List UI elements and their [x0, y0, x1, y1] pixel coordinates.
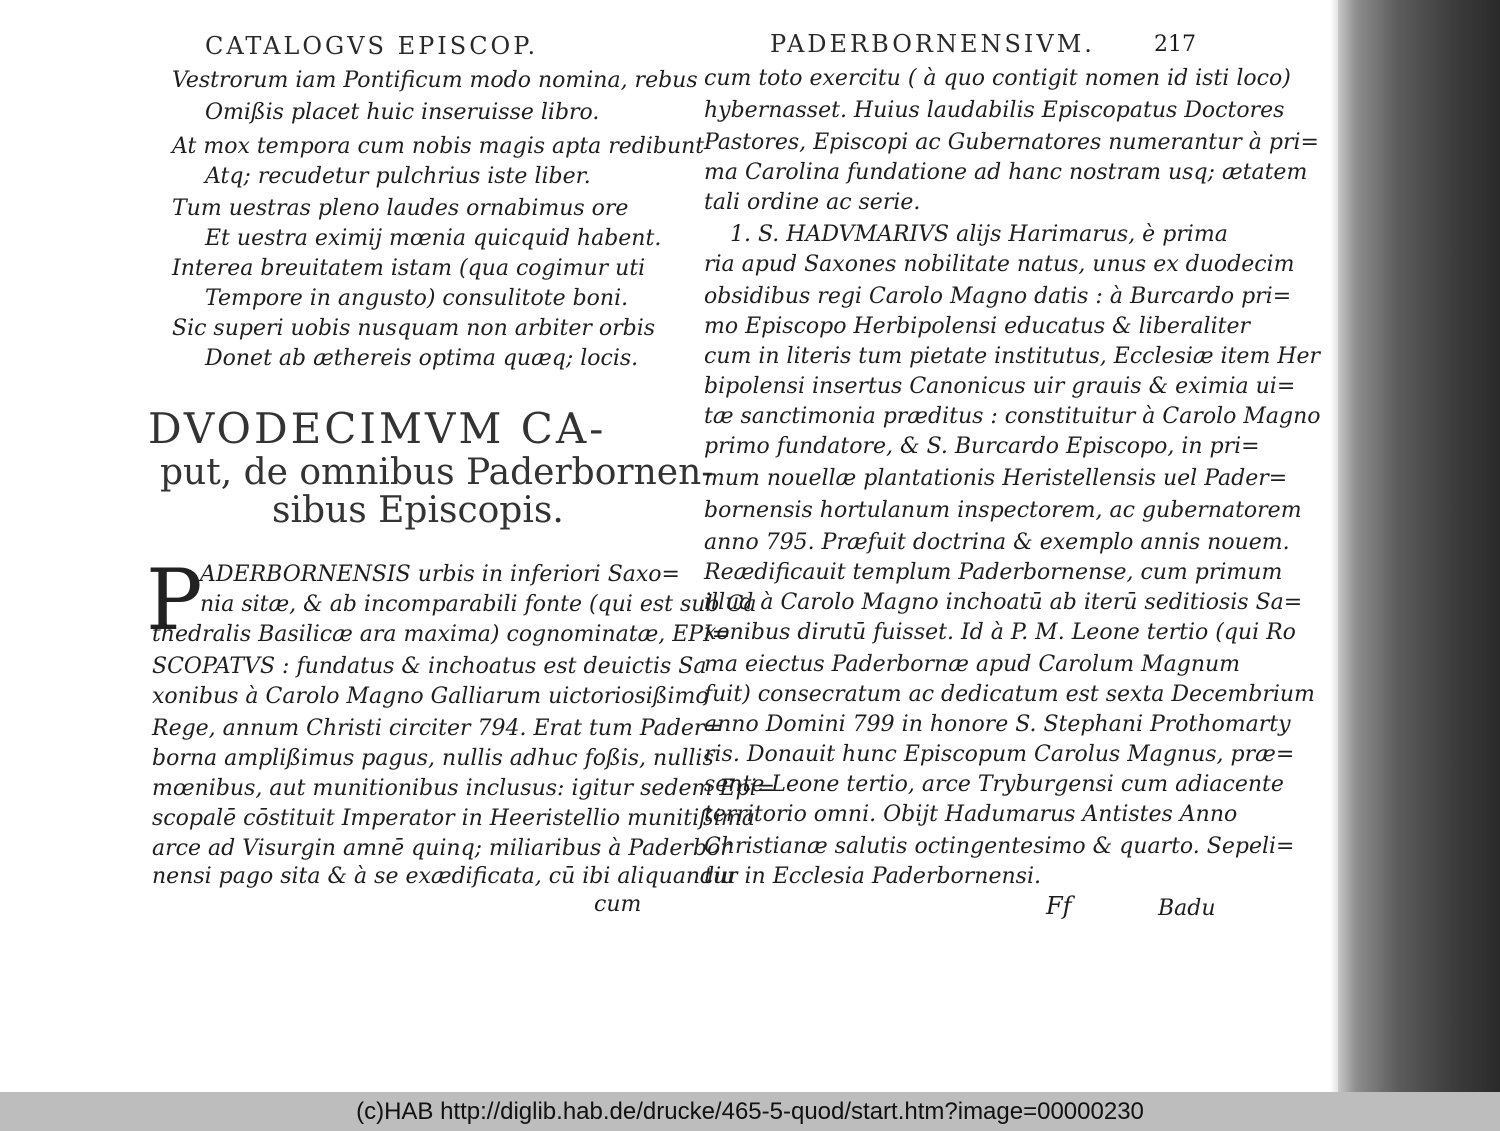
- body-line: Pastores, Episcopi ac Gubernatores numerantur à pri=: [704, 130, 1319, 155]
- drop-cap: P: [146, 551, 203, 649]
- chapter-title-line: DVODECIMVM CA-: [148, 404, 607, 453]
- verse-line: Donet ab æthereis optima quæq; locis.: [205, 346, 639, 371]
- body-line: SCOPATVS : fundatus & inchoatus est deuictis Sa: [152, 654, 707, 679]
- verse-line: Tum uestras pleno laudes ornabimus ore: [172, 196, 629, 221]
- body-line: Christianæ salutis octingentesimo & quarto. Sepeli=: [704, 834, 1295, 859]
- body-line: cum in literis tum pietate institutus, Ecclesiæ item Her: [704, 344, 1321, 369]
- right-catchword: Badu: [1158, 896, 1216, 921]
- body-line: arce ad Visurgin amnē quinq; miliaribus à Paderbor: [152, 836, 731, 861]
- left-catchword: cum: [594, 892, 642, 917]
- body-line: anno 795. Præfuit doctrina & exemplo annis nouem.: [704, 530, 1290, 555]
- verse-line: Atq; recudetur pulchrius iste liber.: [205, 164, 591, 189]
- copyright-footer: (c)HAB http://diglib.hab.de/drucke/465-5-quod/start.htm?image=00000230: [0, 1092, 1500, 1131]
- body-line: ris. Donauit hunc Episcopum Carolus Magnus, præ=: [704, 742, 1295, 767]
- body-line: nensi pago sita & à se exædificata, cū ibi aliquandiu: [152, 864, 736, 889]
- left-running-head: CATALOGVS EPISCOP.: [205, 32, 539, 60]
- body-line: primo fundatore, & S. Burcardo Episcopo, in pri=: [704, 434, 1260, 459]
- body-line: mœnibus, aut munitionibus inclusus: igitur sedem Epi=: [152, 776, 776, 801]
- body-line: sente Leone tertio, arce Tryburgensi cum adiacente: [704, 772, 1284, 797]
- body-line: 1. S. HADVMARIVS alijs Harimarus, è prima: [730, 222, 1228, 247]
- verse-line: Et uestra eximij mœnia quicquid habent.: [205, 226, 662, 251]
- body-line: Rege, annum Christi circiter 794. Erat tum Pader=: [152, 716, 723, 741]
- body-line: obsidibus regi Carolo Magno datis : à Burcardo pri=: [704, 284, 1292, 309]
- verse-line: Sic superi uobis nusquam non arbiter orbis: [172, 316, 656, 341]
- body-line: illud à Carolo Magno inchoatū ab iterū seditiosis Sa=: [704, 590, 1303, 615]
- body-line: hybernasset. Huius laudabilis Episcopatus Doctores: [704, 98, 1285, 123]
- book-edge: [1338, 0, 1500, 1092]
- chapter-title-line: sibus Episcopis.: [272, 490, 564, 531]
- body-line: mum nouellæ plantationis Heristellensis uel Pader=: [704, 466, 1288, 491]
- body-line: borna amplißimus pagus, nullis adhuc foßis, nullis: [152, 746, 714, 771]
- body-line: ADERBORNENSIS urbis in inferiori Saxo=: [200, 562, 680, 587]
- body-line: tali ordine ac serie.: [704, 190, 921, 215]
- verse-line: Omißis placet huic inseruisse libro.: [205, 100, 600, 125]
- verse-line: Interea breuitatem istam (qua cogimur uti: [172, 256, 646, 281]
- body-line: tæ sanctimonia præditus : constituitur à Carolo Magno: [704, 404, 1321, 429]
- body-line: tur in Ecclesia Paderbornensi.: [704, 864, 1041, 889]
- chapter-title-line: put, de omnibus Paderbornen-: [160, 452, 714, 493]
- body-line: xonibus à Carolo Magno Galliarum uictoriosißimo: [152, 684, 709, 709]
- body-line: Reædificauit templum Paderbornense, cum primum: [704, 560, 1283, 585]
- right-running-head: PADERBORNENSIVM.: [770, 30, 1095, 58]
- body-line: ma eiectus Paderbornæ apud Carolum Magnum: [704, 652, 1241, 677]
- body-line: xonibus dirutū fuisset. Id à P. M. Leone tertio (qui Ro: [704, 620, 1296, 645]
- body-line: nia sitæ, & ab incomparabili fonte (qui est sub Ca: [200, 592, 757, 617]
- body-line: mo Episcopo Herbipolensi educatus & liberaliter: [704, 314, 1251, 339]
- body-line: bornensis hortulanum inspectorem, ac gubernatorem: [704, 498, 1302, 523]
- body-line: ria apud Saxones nobilitate natus, unus ex duodecim: [704, 252, 1295, 277]
- body-line: anno Domini 799 in honore S. Stephani Prothomarty: [704, 712, 1291, 737]
- body-line: ma Carolina fundatione ad hanc nostram usq; ætatem: [704, 160, 1308, 185]
- verse-line: At mox tempora cum nobis magis apta redibunt: [172, 134, 705, 159]
- verse-line: Tempore in angusto) consulitote boni.: [205, 286, 629, 311]
- body-line: scopalē cōstituit Imperator in Heeristellio munitißima: [152, 806, 755, 831]
- body-line: thedralis Basilicæ ara maxima) cognominatæ, EPI=: [152, 622, 731, 647]
- signature-mark: Ff: [1046, 892, 1072, 920]
- verse-line: Vestrorum iam Pontificum modo nomina, rebus: [172, 68, 698, 93]
- body-line: territorio omni. Obijt Hadumarus Antistes Anno: [704, 802, 1238, 827]
- body-line: fuit) consecratum ac dedicatum est sexta Decembrium: [704, 682, 1315, 707]
- body-line: cum toto exercitu ( à quo contigit nomen id isti loco): [704, 66, 1291, 91]
- body-line: bipolensi insertus Canonicus uir grauis & eximia ui=: [704, 374, 1296, 399]
- page-number: 217: [1154, 32, 1196, 57]
